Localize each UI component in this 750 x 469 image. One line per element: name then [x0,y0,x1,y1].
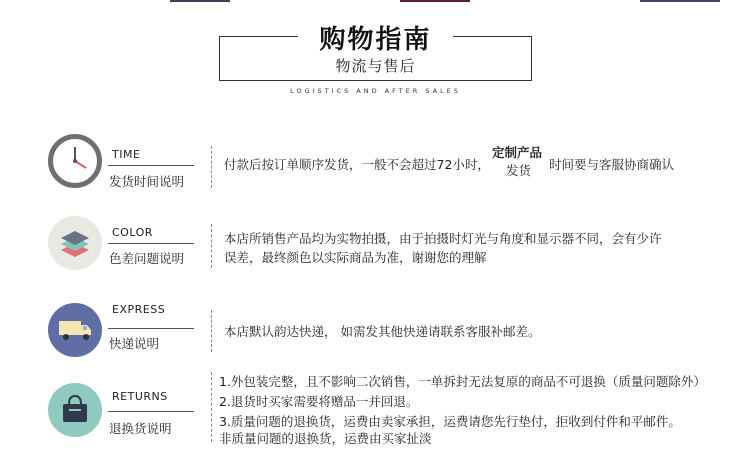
time-dashed-line [211,146,212,188]
time-cn-label: 发货时间说明 [109,174,185,189]
express-line1: 本店默认韵达快递， 如需发其他快递请联系客服补邮差。 [224,324,541,339]
time-text-b: 时间要与客服协商确认 [549,157,675,172]
returns-line1: 1.外包装完整，且不影响二次销售，一单拆封无法复原的商品不可退换（质量问题除外） [219,374,706,389]
express-divider [108,328,194,329]
color-divider [108,243,194,244]
time-text-a: 付款后按订单顺序发货，一般不会超过72小时， [224,157,490,172]
color-layers-icon [48,216,102,270]
express-dashed-line [211,310,212,352]
returns-cn-label: 退换货说明 [109,421,172,436]
color-en-label: COLOR [112,226,153,239]
express-en-label: EXPRESS [112,303,166,316]
shopping-bag-icon [48,383,102,437]
color-dashed-line [211,224,212,268]
time-custom-top: 定制产品 [492,145,543,160]
clock-icon [48,134,102,188]
delivery-truck-icon [48,303,102,357]
color-line1: 本店所销售产品均为实物拍摄，由于拍摄时灯光与角度和显示器不同，会有少许 [224,231,662,246]
returns-line2: 2.退货时买家需要将赠品一并回退。 [219,394,419,409]
page-title: 购物指南 [319,25,432,55]
time-custom-bottom: 发货 [506,163,532,178]
returns-en-label: RETURNS [112,390,168,403]
returns-divider [108,411,194,412]
returns-dashed-line [211,372,212,442]
returns-line3: 3.质量问题的退换货，运费由卖家承担，运费请您先行垫付，拒收到付件和平邮件。 [219,414,681,429]
top-strip [0,0,750,3]
express-cn-label: 快递说明 [109,336,160,351]
color-cn-label: 色差问题说明 [109,251,185,266]
page-subtitle: 物流与售后 [335,57,416,75]
time-en-label: TIME [112,148,141,161]
returns-line4: 非质量问题的退换货，运费由买家扯淡 [219,431,432,446]
time-divider [108,165,194,166]
page-tagline: LOGISTICS AND AFTER SALES [290,87,461,95]
color-line2: 误差，最终颜色以实际商品为准，谢谢您的理解 [224,250,487,265]
